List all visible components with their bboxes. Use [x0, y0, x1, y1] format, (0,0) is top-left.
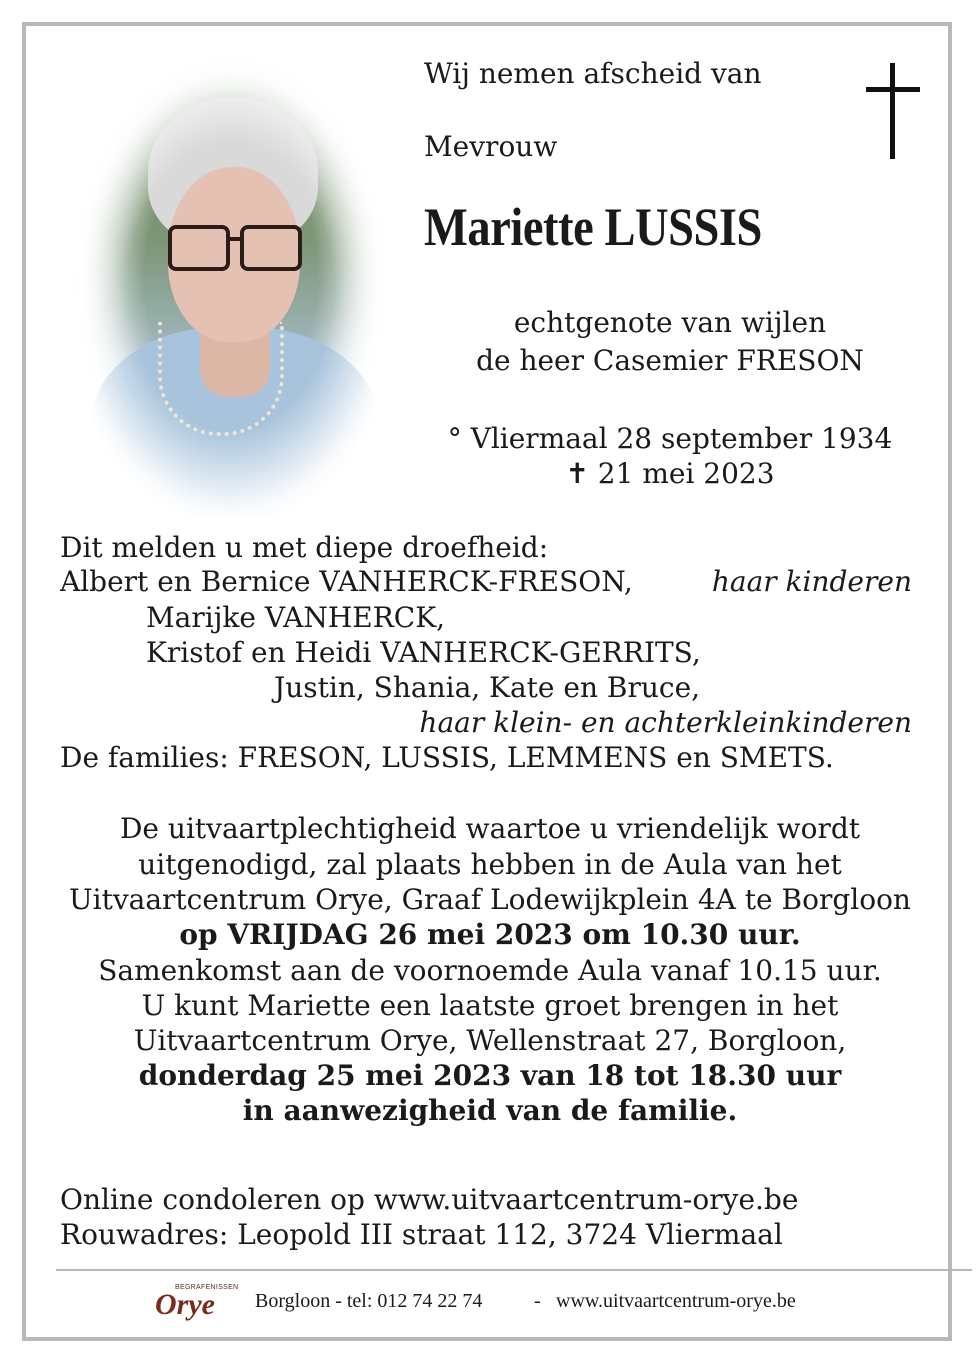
spouse-line-1: echtgenote van wijlen: [513, 306, 827, 339]
role-children: haar kinderen: [711, 565, 912, 598]
footer-location: Borgloon - tel: 012 74 22 74: [255, 1290, 483, 1312]
family-line-1: Albert en Bernice VANHERCK-FRESON,: [60, 565, 633, 598]
ceremony-line-1: De uitvaartplechtigheid waartoe u vriendelijk wordt: [119, 812, 861, 845]
ceremony-line-6: U kunt Mariette een laatste groet brengen in het: [141, 989, 839, 1022]
intro-text: Wij nemen afscheid van: [424, 57, 762, 90]
logo-word: Orye: [155, 1288, 215, 1321]
spouse-line-2: de heer Casemier FRESON: [476, 344, 864, 377]
family-intro: Dit melden u met diepe droefheid:: [60, 531, 549, 564]
families-line: De families: FRESON, LUSSIS, LEMMENS en SMETS.: [60, 741, 834, 774]
ceremony-line-2: uitgenodigd, zal plaats hebben in de Aula van het: [138, 848, 842, 881]
family-line-4: Justin, Shania, Kate en Bruce,: [274, 671, 701, 704]
ceremony-line-4: op VRIJDAG 26 mei 2023 om 10.30 uur.: [179, 918, 801, 951]
online-condolences: Online condoleren op www.uitvaartcentrum-orye.be: [60, 1183, 799, 1216]
birth-date: ° Vliermaal 28 september 1934: [447, 422, 893, 455]
cross-icon: [866, 63, 920, 159]
ceremony-line-8: donderdag 25 mei 2023 van 18 tot 18.30 uur: [138, 1059, 842, 1092]
death-date: ✝ 21 mei 2023: [565, 457, 775, 490]
orye-logo: [155, 1284, 239, 1324]
deceased-name: Mariette LUSSIS: [424, 197, 762, 257]
logo-top-text: BEGRAFENISSEN: [175, 1284, 239, 1291]
ceremony-line-9: in aanwezigheid van de familie.: [242, 1094, 738, 1127]
role-grandchildren: haar klein- en achterkleinkinderen: [419, 706, 912, 739]
ceremony-line-3: Uitvaartcentrum Orye, Graaf Lodewijkplein 4A te Borgloon: [69, 883, 911, 916]
family-line-2: Marijke VANHERCK,: [146, 601, 446, 634]
ceremony-line-7: Uitvaartcentrum Orye, Wellenstraat 27, Borgloon,: [133, 1024, 847, 1057]
salutation: Mevrouw: [424, 130, 558, 163]
ceremony-line-5: Samenkomst aan de voornoemde Aula vanaf 10.15 uur.: [98, 954, 882, 987]
family-line-3: Kristof en Heidi VANHERCK-GERRITS,: [146, 636, 701, 669]
footer-separator: -: [534, 1290, 541, 1312]
footer-divider: [56, 1269, 972, 1271]
mourning-address: Rouwadres: Leopold III straat 112, 3724 Vliermaal: [60, 1218, 783, 1251]
portrait-photo: [60, 57, 402, 517]
footer-website[interactable]: www.uitvaartcentrum-orye.be: [556, 1290, 796, 1312]
